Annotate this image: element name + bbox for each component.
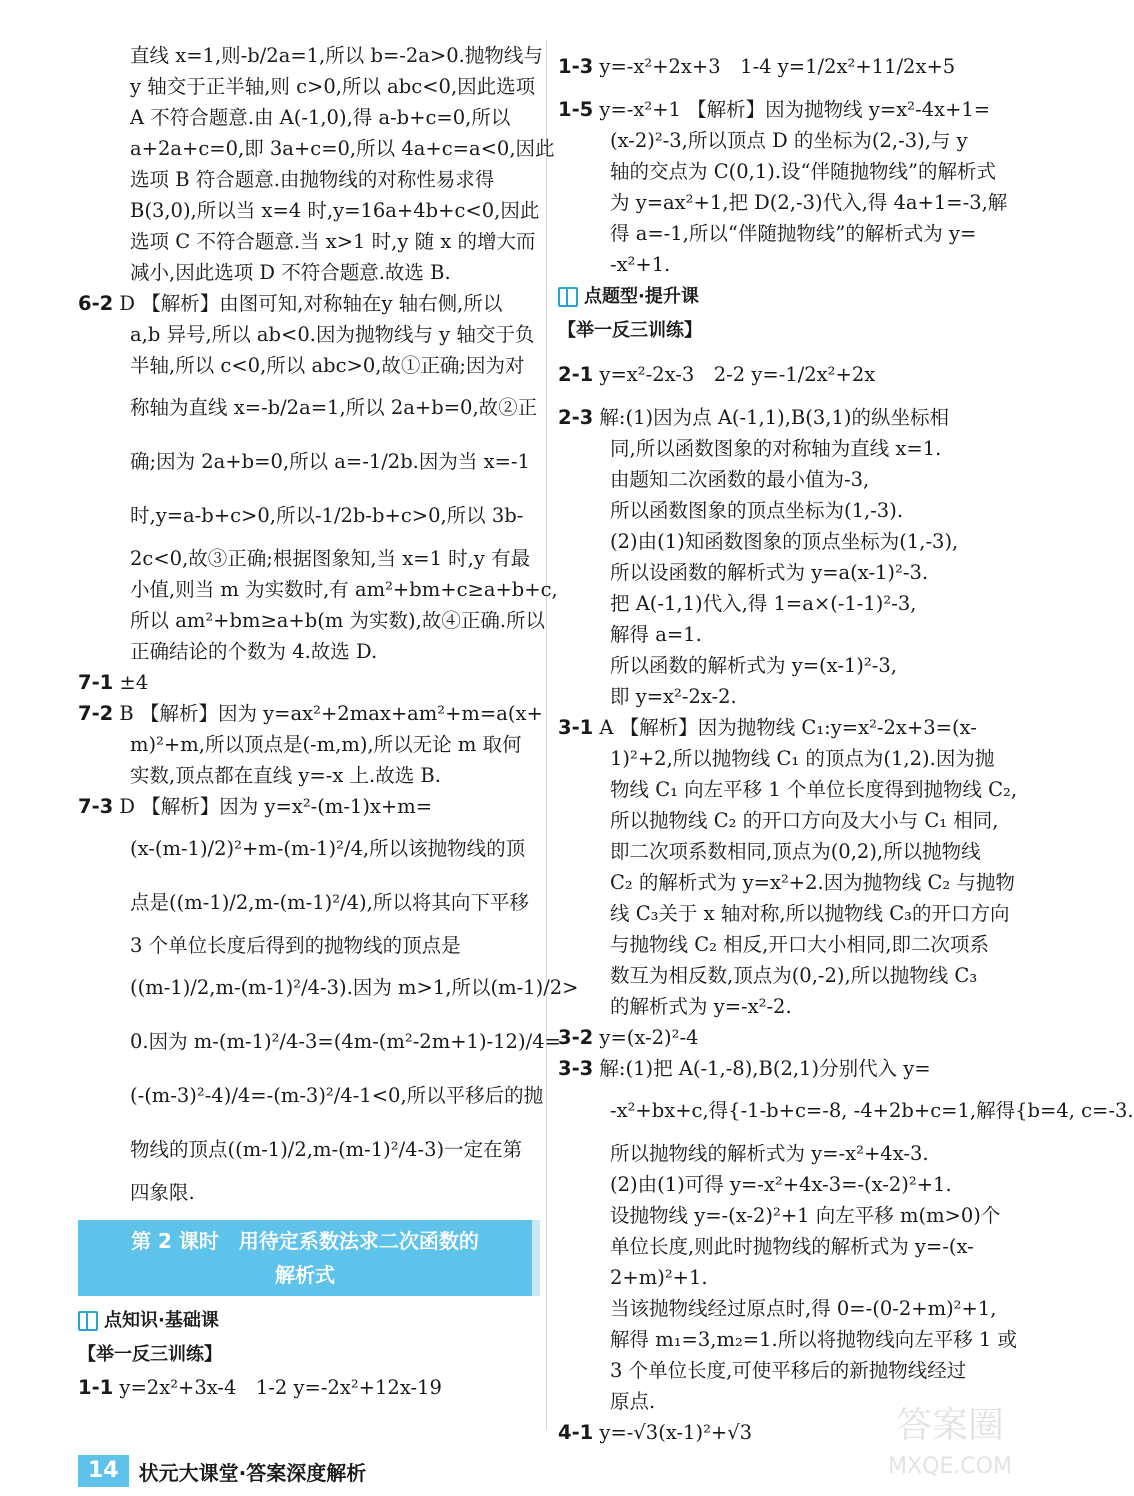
text-line: 3 个单位长度后得到的抛物线的顶点是: [130, 934, 461, 957]
item-text: 解:(1)因为点 A(-1,1),B(3,1)的纵坐标相: [593, 406, 949, 429]
answer-item: [78, 667, 540, 698]
text-line: 线 C₃关于 x 轴对称,所以抛物线 C₃的开口方向: [610, 902, 1010, 925]
training-heading: 【举一反三训练】: [78, 1344, 222, 1365]
text-line: 小值,则当 m 为实数时,有 am²+bm+c≥a+b+c,: [130, 578, 558, 601]
right-column: [558, 40, 1134, 1448]
answer-item: [558, 712, 1028, 743]
page-footer: [78, 1454, 366, 1488]
text-line: 解得 a=1.: [610, 623, 702, 646]
section-title: 点题型·提升课: [584, 286, 699, 307]
text-line: 所以抛物线 C₂ 的开口方向及大小与 C₁ 相同,: [610, 809, 999, 832]
text-line: 正确结论的个数为 4.故选 D.: [130, 640, 378, 663]
text-line: C₂ 的解析式为 y=x²+2.因为抛物线 C₂ 与抛物: [610, 871, 1015, 894]
text-line: 的解析式为 y=-x²-2.: [610, 995, 792, 1018]
text-line: -x²+1.: [610, 253, 671, 276]
section-title: 点知识·基础课: [104, 1310, 219, 1331]
text-line: (2)由(1)可得 y=-x²+4x-3=-(x-2)²+1.: [610, 1173, 952, 1196]
answer-item: [78, 698, 543, 729]
banner-line-2: 解析式: [275, 1263, 335, 1287]
text-line: 所以函数的解析式为 y=(x-1)²-3,: [610, 654, 897, 677]
text-line: m)²+m,所以顶点是(-m,m),所以无论 m 取何: [130, 733, 522, 756]
text-line: 即二次项系数相同,顶点为(0,2),所以抛物线: [610, 840, 981, 863]
item-text: y=2x²+3x-4 1-2 y=-2x²+12x-19: [113, 1376, 442, 1399]
text-line: 2+m)²+1.: [610, 1266, 708, 1289]
item-text: 解:(1)把 A(-1,-8),B(2,1)分别代入 y=: [593, 1057, 931, 1080]
text-line: 所以设函数的解析式为 y=a(x-1)²-3.: [610, 561, 929, 584]
item-number: 1-3: [558, 55, 594, 78]
answer-item: [558, 348, 1028, 402]
item-number: 3-2: [558, 1026, 594, 1049]
text-line: 0.因为 m-(m-1)²/4-3=(4m-(m²-2m+1)-12)/4=: [130, 1030, 561, 1053]
text-line: 四象限.: [130, 1181, 195, 1204]
item-number: 2-3: [558, 406, 594, 429]
watermark-url: MXQE.COM: [888, 1454, 1012, 1479]
text-line: y 轴交于正半轴,则 c>0,所以 abc<0,因此选项: [130, 75, 536, 98]
answer-item: [78, 1372, 540, 1403]
text-line: 半轴,所以 c<0,所以 abc>0,故①正确;因为对: [130, 354, 525, 377]
text-line: (2)由(1)知函数图象的顶点坐标为(1,-3),: [610, 530, 959, 553]
text-line: 点是((m-1)/2,m-(m-1)²/4),所以将其向下平移: [130, 891, 529, 914]
book-icon: [78, 1311, 98, 1331]
section-heading-advanced: [558, 280, 1028, 314]
text-line: 把 A(-1,1)代入,得 1=a×(-1-1)²-3,: [610, 592, 917, 615]
item-text: y=-√3(x-1)²+√3: [593, 1421, 753, 1444]
text-line: 原点.: [610, 1390, 656, 1413]
text-line: 直线 x=1,则-b/2a=1,所以 b=-2a>0.抛物线与: [130, 44, 543, 67]
banner-line-1: 第 2 课时 用待定系数法求二次函数的: [131, 1229, 479, 1253]
item-number: 3-1: [558, 716, 594, 739]
watermark-text: 答案圈: [895, 1405, 1005, 1446]
text-line: 称轴为直线 x=-b/2a=1,所以 2a+b=0,故②正: [130, 396, 538, 419]
item-text: y=(x-2)²-4: [593, 1026, 699, 1049]
watermark-logo: [870, 1395, 1030, 1485]
answer-item: [78, 288, 540, 319]
page-number: 14: [78, 1455, 129, 1487]
right-answers-block: [558, 348, 1134, 1448]
book-icon: [558, 287, 578, 307]
text-line: a+2a+c=0,即 3a+c=0,所以 4a+c=a<0,因此: [130, 137, 555, 160]
item-number: 7-2: [78, 702, 114, 725]
text-line: 轴的交点为 C(0,1).设“伴随抛物线”的解析式: [610, 160, 996, 183]
text-line: 所以抛物线的解析式为 y=-x²+4x-3.: [610, 1142, 929, 1165]
text-line: (-(m-3)²-4)/4=-(m-3)²/4-1<0,所以平移后的抛: [130, 1084, 544, 1107]
text-line: 选项 C 不符合题意.当 x>1 时,y 随 x 的增大而: [130, 230, 536, 253]
item-text: B 【解析】因为 y=ax²+2max+am²+m=a(x+: [113, 702, 543, 725]
item-number: 6-2: [78, 292, 114, 315]
text-line: (x-2)²-3,所以顶点 D 的坐标为(2,-3),与 y: [610, 129, 968, 152]
text-line: A 不符合题意.由 A(-1,0),得 a-b+c=0,所以: [130, 106, 511, 129]
text-line: 设抛物线 y=-(x-2)²+1 向左平移 m(m>0)个: [610, 1204, 1001, 1227]
item-number: 1-1: [78, 1376, 114, 1399]
text-line: 与抛物线 C₂ 相反,开口大小相同,即二次项系: [610, 933, 990, 956]
text-line: 所以函数图象的顶点坐标为(1,-3).: [610, 499, 904, 522]
left-answers-tail: [78, 1372, 540, 1403]
item-text: A 【解析】因为抛物线 C₁:y=x²-2x+3=(x-: [593, 716, 977, 739]
footer-title: 状元大课堂·答案深度解析: [138, 1460, 367, 1485]
text-line: (x-(m-1)/2)²+m-(m-1)²/4,所以该抛物线的顶: [130, 837, 526, 860]
item-text: y=-x²+2x+3 1-4 y=1/2x²+11/2x+5: [593, 55, 956, 78]
text-line: 得 a=-1,所以“伴随抛物线”的解析式为 y=: [610, 222, 977, 245]
item-number: 3-3: [558, 1057, 594, 1080]
text-line: -x²+bx+c,得{-1-b+c=-8, -4+2b+c=1,解得{b=4, c=-3.: [610, 1099, 1134, 1122]
text-line: 当该抛物线经过原点时,得 0=-(0-2+m)²+1,: [610, 1297, 997, 1320]
answer-item: [558, 40, 1028, 94]
item-number: 4-1: [558, 1421, 594, 1444]
text-line: 减小,因此选项 D 不符合题意.故选 B.: [130, 261, 451, 284]
text-line: B(3,0),所以当 x=4 时,y=16a+4b+c<0,因此: [130, 199, 540, 222]
answer-item: [558, 1022, 1028, 1053]
item-number: 7-1: [78, 671, 114, 694]
item-text: y=-x²+1 【解析】因为抛物线 y=x²-4x+1=: [593, 98, 991, 121]
item-number: 7-3: [78, 795, 114, 818]
text-line: 数互为相反数,顶点为(0,-2),所以抛物线 C₃: [610, 964, 978, 987]
answer-item: [558, 402, 1028, 433]
text-line: 所以 am²+bm≥a+b(m 为实数),故④正确.所以: [130, 609, 546, 632]
item-text: D 【解析】由图可知,对称轴在y 轴右侧,所以: [113, 292, 503, 315]
text-line: 选项 B 符合题意.由抛物线的对称性易求得: [130, 168, 495, 191]
text-line: 时,y=a-b+c>0,所以-1/2b-b+c>0,所以 3b-: [130, 504, 524, 527]
text-line: 确;因为 2a+b=0,所以 a=-1/2b.因为当 x=-1: [130, 450, 530, 473]
text-line: 由题知二次函数的最小值为-3,: [610, 468, 870, 491]
text-line: 3 个单位长度,可使平移后的新抛物线经过: [610, 1359, 967, 1382]
text-line: 物线 C₁ 向左平移 1 个单位长度得到抛物线 C₂,: [610, 778, 1018, 801]
answer-item: [558, 1053, 1028, 1084]
text-line: 2c<0,故③正确;根据图象知,当 x=1 时,y 有最: [130, 547, 531, 570]
item-number: 2-1: [558, 363, 594, 386]
text-line: 为 y=ax²+1,把 D(2,-3)代入,得 4a+1=-3,解: [610, 191, 1008, 214]
text-line: ((m-1)/2,m-(m-1)²/4-3).因为 m>1,所以(m-1)/2>: [130, 976, 579, 999]
text-line: 1)²+2,所以抛物线 C₁ 的顶点为(1,2).因为抛: [610, 747, 995, 770]
text-line: 单位长度,则此时抛物线的解析式为 y=-(x-: [610, 1235, 974, 1258]
answer-item: [558, 94, 1028, 125]
text-line: 同,所以函数图象的对称轴为直线 x=1.: [610, 437, 942, 460]
training-heading: 【举一反三训练】: [558, 320, 702, 341]
text-line: 物线的顶点((m-1)/2,m-(m-1)²/4-3)一定在第: [130, 1138, 523, 1161]
text-line: 解得 m₁=3,m₂=1.所以将抛物线向左平移 1 或: [610, 1328, 1018, 1351]
text-line: a,b 异号,所以 ab<0.因为抛物线与 y 轴交于负: [130, 323, 535, 346]
item-text: y=x²-2x-3 2-2 y=-1/2x²+2x: [593, 363, 876, 386]
text-line: 即 y=x²-2x-2.: [610, 685, 737, 708]
text-line: 实数,顶点都在直线 y=-x 上.故选 B.: [130, 764, 441, 787]
lesson-banner: [78, 1220, 540, 1296]
answer-item: [78, 791, 540, 822]
item-number: 1-5: [558, 98, 594, 121]
item-text: ±4: [113, 671, 149, 694]
column-divider: [546, 40, 547, 1430]
section-heading-basic: [78, 1304, 540, 1338]
item-text: D 【解析】因为 y=x²-(m-1)x+m=: [113, 795, 433, 818]
right-text-block: [558, 40, 1028, 280]
